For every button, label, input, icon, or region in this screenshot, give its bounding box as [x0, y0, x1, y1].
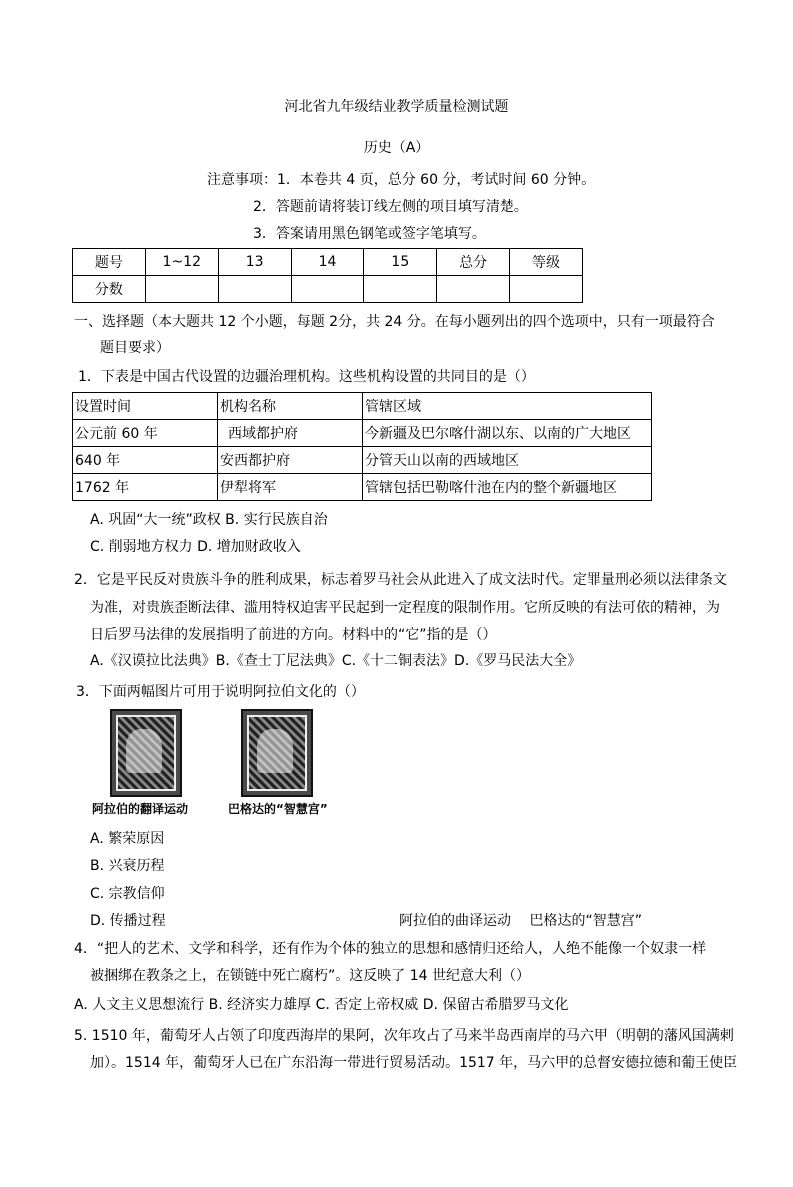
question-2-line-1: 2．它是平民反对贵族斗争的胜利成果，标志着罗马社会从此进入了成文法时代。定罪量刑必须以法律条文	[74, 572, 727, 588]
q1-cell: 伊犁将军	[218, 474, 363, 501]
q1-cell: 管辖包括巴勒喀什池在内的整个新疆地区	[363, 474, 652, 501]
translation-movement-image	[110, 709, 182, 797]
q3-option-d: D. 传播过程	[90, 913, 166, 929]
score-table-header-row	[73, 249, 583, 276]
score-input-cell[interactable]	[145, 276, 218, 303]
q1-cell: 1762 年	[73, 474, 218, 501]
q1-cell: 公元前 60 年	[73, 420, 218, 447]
q1-cell: 西域都护府	[218, 420, 363, 447]
notice-line-1: 注意事项：1．本卷共 4 页，总分 60 分，考试时间 60 分钟。	[207, 172, 596, 188]
q4-options: A. 人文主义思想流行 B. 经济实力雄厚 C. 否定上帝权威 D. 保留古希腊罗马文化	[74, 997, 569, 1013]
q1-header-cell: 设置时间	[73, 393, 218, 420]
score-row-label: 分数	[73, 276, 146, 303]
notice-line-2: 2．答题前请将装订线左侧的项目填写清楚。	[253, 199, 528, 215]
section-1-instructions-cont: 题目要求）	[100, 340, 170, 356]
score-input-cell[interactable]	[291, 276, 364, 303]
score-header-cell: 题号	[73, 249, 146, 276]
table-row	[73, 447, 652, 474]
notice-line-3: 3．答案请用黑色钢笔或签字笔填写。	[253, 226, 486, 242]
q1-cell: 安西都护府	[218, 447, 363, 474]
q3-caption-text: 阿拉伯的曲译运动 巴格达的“智慧宫”	[399, 913, 642, 929]
question-4-line-1: 4．“把人的艺术、文学和科学，还有作为个体的独立的思想和感情归还给人，人绝不能像一个奴隶一样	[74, 941, 707, 957]
image-caption-house-of-wisdom: 巴格达的“智慧宫”	[228, 802, 328, 816]
q1-header-cell: 管辖区域	[363, 393, 652, 420]
score-input-cell[interactable]	[510, 276, 583, 303]
q2-options: A.《汉谟拉比法典》B.《查士丁尼法典》C.《十二铜表法》D.《罗马民法大全》	[90, 653, 582, 669]
score-header-cell: 总分	[437, 249, 510, 276]
question-2-line-3: 日后罗马法律的发展指明了前进的方向。材料中的“它”指的是（）	[90, 627, 497, 643]
q1-cell: 分管天山以南的西域地区	[363, 447, 652, 474]
q1-options-ab: A. 巩固“大一统”政权 B. 实行民族自治	[90, 512, 328, 528]
score-input-cell[interactable]	[218, 276, 291, 303]
exam-title: 河北省九年级结业教学质量检测试题	[284, 99, 509, 115]
question-5-line-1: 5. 1510 年，葡萄牙人占领了印度西海岸的果阿，次年攻占了马来半岛西南岸的马六甲（明朝的藩风国满剌	[74, 1028, 734, 1044]
question-3-stem: 3．下面两幅图片可用于说明阿拉伯文化的（）	[76, 684, 365, 700]
score-table-score-row	[73, 276, 583, 303]
question-5-line-2: 加）。1514 年，葡萄牙人已在广东沿海一带进行贸易活动。1517 年，马六甲的总督安德拉德和葡王使臣	[90, 1055, 738, 1071]
score-input-cell[interactable]	[437, 276, 510, 303]
score-header-cell: 15	[364, 249, 437, 276]
score-header-cell: 1~12	[145, 249, 218, 276]
table-row	[73, 474, 652, 501]
score-input-cell[interactable]	[364, 276, 437, 303]
q1-cell: 640 年	[73, 447, 218, 474]
q3-option-c: C. 宗教信仰	[90, 886, 165, 902]
table-row	[73, 420, 652, 447]
q1-cell: 今新疆及巴尔喀什湖以东、以南的广大地区	[363, 420, 652, 447]
q1-header-cell: 机构名称	[218, 393, 363, 420]
q3-option-a: A. 繁荣原因	[90, 831, 165, 847]
score-table	[72, 248, 583, 303]
q3-option-b: B. 兴衰历程	[90, 858, 165, 874]
score-header-cell: 等级	[510, 249, 583, 276]
house-of-wisdom-image	[241, 709, 313, 797]
q1-table	[72, 392, 652, 501]
question-4-line-2: 被捆绑在教条之上，在锁链中死亡腐朽”。这反映了 14 世纪意大利（）	[90, 968, 530, 984]
section-1-instructions: 一、选择题（本大题共 12 个小题，每题 2分，共 24 分。在每小题列出的四个选项中，只有一项最符合	[74, 314, 715, 330]
q1-options-cd: C. 削弱地方权力 D. 增加财政收入	[90, 539, 301, 555]
q1-table-header-row	[73, 393, 652, 420]
score-header-cell: 14	[291, 249, 364, 276]
image-caption-translation: 阿拉伯的翻译运动	[92, 802, 189, 816]
subject-title: 历史（A）	[363, 140, 430, 156]
question-1-stem: 1．下表是中国古代设置的边疆治理机构。这些机构设置的共同目的是（）	[78, 369, 535, 385]
question-2-line-2: 为准，对贵族歪断法律、滥用特权迫害平民起到一定程度的限制作用。它所反映的有法可依的精神，为	[90, 600, 720, 616]
score-header-cell: 13	[218, 249, 291, 276]
